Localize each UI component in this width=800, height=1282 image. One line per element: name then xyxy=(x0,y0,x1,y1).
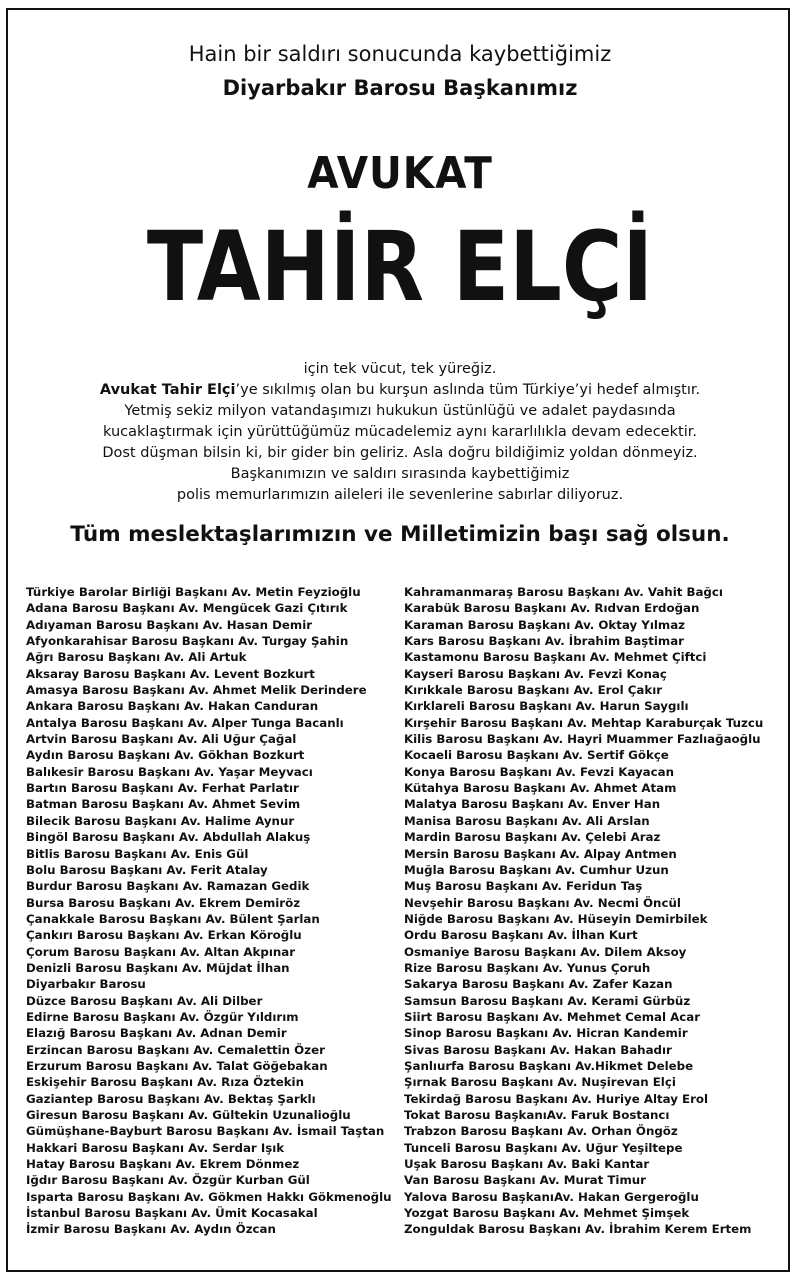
message-line: Dost düşman bilsin ki, bir gider bin geliriz. Asla doğru bildiğimiz yoldan dönmeyiz. xyxy=(102,445,698,461)
signatory-item: Hakkari Barosu Başkanı Av. Serdar Işık xyxy=(26,1140,285,1155)
signatory-item: Ordu Barosu Başkanı Av. İlhan Kurt xyxy=(404,928,638,943)
signatory-item: Karaman Barosu Başkanı Av. Oktay Yılmaz xyxy=(404,617,686,632)
message-line: kucaklaştırmak için yürüttüğümüz mücadelemiz aynı kararlılıkla devam edecektir. xyxy=(103,424,697,440)
signatory-item: Kırşehir Barosu Başkanı Av. Mehtap Karaburçak Tuzcu xyxy=(404,715,764,730)
signatory-item: Yozgat Barosu Başkanı Av. Mehmet Şimşek xyxy=(404,1206,690,1221)
signatory-item: Balıkesir Barosu Başkanı Av. Yaşar Meyvacı xyxy=(26,764,313,779)
signatory-item: Elazığ Barosu Başkanı Av. Adnan Demir xyxy=(26,1026,287,1041)
signatory-item: Tokat Barosu BaşkanıAv. Faruk Bostancı xyxy=(404,1108,670,1122)
signatory-item: Burdur Barosu Başkanı Av. Ramazan Gedik xyxy=(26,879,310,894)
signatory-item: Niğde Barosu Başkanı Av. Hüseyin Demirbilek xyxy=(404,911,708,926)
signatory-item: Diyarbakır Barosu xyxy=(26,977,146,992)
signatory-item: Batman Barosu Başkanı Av. Ahmet Sevim xyxy=(26,797,301,812)
signatory-item: Ankara Barosu Başkanı Av. Hakan Canduran xyxy=(26,699,319,714)
signatory-item: Zonguldak Barosu Başkanı Av. İbrahim Kerem Ertem xyxy=(404,1222,752,1237)
intro-subtitle: Diyarbakır Barosu Başkanımız xyxy=(222,76,578,100)
signatory-item: Artvin Barosu Başkanı Av. Ali Uğur Çağal xyxy=(26,732,297,747)
condolence-line: Tüm meslektaşlarımızın ve Milletimizin başı sağ olsun. xyxy=(70,522,730,547)
signatory-item: Bartın Barosu Başkanı Av. Ferhat Parlatır xyxy=(26,781,299,796)
signatory-item: Adıyaman Barosu Başkanı Av. Hasan Demir xyxy=(26,617,313,632)
signatory-item: Amasya Barosu Başkanı Av. Ahmet Melik Derindere xyxy=(26,683,367,698)
signatory-item: Erzurum Barosu Başkanı Av. Talat Göğebakan xyxy=(26,1058,328,1073)
signatory-item: Konya Barosu Başkanı Av. Fevzi Kayacan xyxy=(404,764,674,779)
signatory-item: Çanakkale Barosu Başkanı Av. Bülent Şarlan xyxy=(26,911,320,926)
message-line: Başkanımızın ve saldırı sırasında kaybettiğimiz xyxy=(230,466,570,482)
signatory-item: Bolu Barosu Başkanı Av. Ferit Atalay xyxy=(26,862,268,877)
signatory-item: Kocaeli Barosu Başkanı Av. Sertif Gökçe xyxy=(404,748,669,763)
signatory-item: Isparta Barosu Başkanı Av. Gökmen Hakkı Gökmenoğlu xyxy=(26,1189,392,1204)
signatory-item: Bilecik Barosu Başkanı Av. Halime Aynur xyxy=(26,813,295,828)
signatory-item: Kastamonu Barosu Başkanı Av. Mehmet Çiftci xyxy=(404,650,707,665)
signatory-item: Karabük Barosu Başkanı Av. Rıdvan Erdoğan xyxy=(404,601,700,616)
signatory-item: Tekirdağ Barosu Başkanı Av. Huriye Altay Erol xyxy=(404,1091,709,1106)
signatory-item: Aksaray Barosu Başkanı Av. Levent Bozkurt xyxy=(26,666,315,681)
intro-line: Hain bir saldırı sonucunda kaybettiğimiz xyxy=(188,42,612,66)
signatory-item: Edirne Barosu Başkanı Av. Özgür Yıldırım xyxy=(26,1009,299,1024)
signatory-item: Muğla Barosu Başkanı Av. Cumhur Uzun xyxy=(404,862,669,877)
signatory-item: Kayseri Barosu Başkanı Av. Fevzi Konaç xyxy=(404,666,667,681)
signatory-item: Mersin Barosu Başkanı Av. Alpay Antmen xyxy=(404,846,677,861)
signatory-item: Afyonkarahisar Barosu Başkanı Av. Turgay Şahin xyxy=(26,634,349,649)
signatory-item: Mardin Barosu Başkanı Av. Çelebi Araz xyxy=(404,830,661,845)
message-bold-name: Avukat Tahir Elçi xyxy=(99,382,236,398)
signatory-item: Samsun Barosu Başkanı Av. Kerami Gürbüz xyxy=(404,993,691,1008)
signatory-item: Kütahya Barosu Başkanı Av. Ahmet Atam xyxy=(404,781,677,796)
signatories-right-column xyxy=(404,584,763,1238)
signatory-item: Türkiye Barolar Birliği Başkanı Av. Metin Feyzioğlu xyxy=(26,585,361,599)
signatory-item: Sivas Barosu Başkanı Av. Hakan Bahadır xyxy=(404,1042,672,1057)
signatory-item: Sinop Barosu Başkanı Av. Hicran Kandemir xyxy=(404,1026,688,1041)
title-prefix: AVUKAT xyxy=(307,148,493,199)
message-line: için tek vücut, tek yüreğiz. xyxy=(303,361,497,377)
signatories-left-column xyxy=(26,584,392,1238)
signatory-item: Adana Barosu Başkanı Av. Mengücek Gazi Çıtırık xyxy=(26,601,348,616)
signatory-item: İzmir Barosu Başkanı Av. Aydın Özcan xyxy=(26,1222,276,1237)
message-line: polis memurlarımızın aileleri ile sevenlerine sabırlar diliyoruz. xyxy=(176,487,624,503)
signatory-item: Giresun Barosu Başkanı Av. Gültekin Uzunalioğlu xyxy=(26,1108,351,1122)
message-line-rest: ’ye sıkılmış olan bu kurşun aslında tüm Türkiye’yi hedef almıştır. xyxy=(235,382,701,398)
signatory-item: Sakarya Barosu Başkanı Av. Zafer Kazan xyxy=(404,977,673,992)
signatory-item: Ağrı Barosu Başkanı Av. Ali Artuk xyxy=(26,650,247,665)
signatory-item: Bingöl Barosu Başkanı Av. Abdullah Alakuş xyxy=(26,830,311,845)
signatory-item: Kırıkkale Barosu Başkanı Av. Erol Çakır xyxy=(404,683,663,698)
signatory-item: Antalya Barosu Başkanı Av. Alper Tunga Bacanlı xyxy=(26,715,344,730)
signatory-item: Çorum Barosu Başkanı Av. Altan Akpınar xyxy=(26,944,296,959)
signatory-item: Tunceli Barosu Başkanı Av. Uğur Yeşiltepe xyxy=(404,1140,683,1155)
signatory-item: Hatay Barosu Başkanı Av. Ekrem Dönmez xyxy=(26,1157,300,1172)
signatory-item: Erzincan Barosu Başkanı Av. Cemalettin Özer xyxy=(26,1042,325,1057)
signatory-item: İstanbul Barosu Başkanı Av. Ümit Kocasakal xyxy=(26,1206,318,1221)
signatory-item: Osmaniye Barosu Başkanı Av. Dilem Aksoy xyxy=(404,944,687,959)
signatory-item: Denizli Barosu Başkanı Av. Müjdat İlhan xyxy=(26,960,290,975)
signatory-item: Şanlıurfa Barosu Başkanı Av.Hikmet Delebe xyxy=(404,1058,694,1073)
title-name: TAHİR ELÇİ xyxy=(146,211,654,323)
signatory-item: Malatya Barosu Başkanı Av. Enver Han xyxy=(404,797,661,812)
signatory-item: Eskişehir Barosu Başkanı Av. Rıza Öztekin xyxy=(26,1075,304,1090)
signatory-item: Kars Barosu Başkanı Av. İbrahim Baştimar xyxy=(404,634,684,649)
signatory-item: Şırnak Barosu Başkanı Av. Nuşirevan Elçi xyxy=(404,1075,676,1090)
signatory-item: Gaziantep Barosu Başkanı Av. Bektaş Şarklı xyxy=(26,1091,316,1106)
signatory-item: Trabzon Barosu Başkanı Av. Orhan Öngöz xyxy=(404,1124,678,1139)
signatory-item: Çankırı Barosu Başkanı Av. Erkan Köroğlu xyxy=(26,928,302,943)
signatory-item: Muş Barosu Başkanı Av. Feridun Taş xyxy=(404,879,643,894)
signatory-item: Bitlis Barosu Başkanı Av. Enis Gül xyxy=(26,846,249,861)
message-body xyxy=(0,359,800,506)
signatory-item: Rize Barosu Başkanı Av. Yunus Çoruh xyxy=(404,960,651,975)
signatory-item: Nevşehir Barosu Başkanı Av. Necmi Öncül xyxy=(404,895,681,910)
signatory-item: Manisa Barosu Başkanı Av. Ali Arslan xyxy=(404,813,650,828)
signatory-item: Bursa Barosu Başkanı Av. Ekrem Demiröz xyxy=(26,895,301,910)
signatory-item: Uşak Barosu Başkanı Av. Baki Kantar xyxy=(404,1157,650,1172)
signatory-item: Gümüşhane-Bayburt Barosu Başkanı Av. İsmail Taştan xyxy=(26,1124,385,1139)
signatory-item: Yalova Barosu BaşkanıAv. Hakan Gergeroğlu xyxy=(404,1189,699,1204)
signatory-item: Kilis Barosu Başkanı Av. Hayri Muammer Fazlıağaoğlu xyxy=(404,732,761,747)
message-line xyxy=(0,380,800,401)
signatory-item: Siirt Barosu Başkanı Av. Mehmet Cemal Acar xyxy=(404,1009,701,1024)
signatory-item: Kahramanmaraş Barosu Başkanı Av. Vahit Bağcı xyxy=(404,585,723,599)
signatory-item: Van Barosu Başkanı Av. Murat Timur xyxy=(404,1173,646,1188)
signatory-item: Iğdır Barosu Başkanı Av. Özgür Kurban Gül xyxy=(26,1173,310,1188)
signatory-item: Düzce Barosu Başkanı Av. Ali Dilber xyxy=(26,993,263,1008)
signatory-item: Aydın Barosu Başkanı Av. Gökhan Bozkurt xyxy=(26,748,305,763)
signatory-item: Kırklareli Barosu Başkanı Av. Harun Saygılı xyxy=(404,699,689,714)
message-line: Yetmiş sekiz milyon vatandaşımızı hukukun üstünlüğü ve adalet paydasında xyxy=(124,403,676,419)
